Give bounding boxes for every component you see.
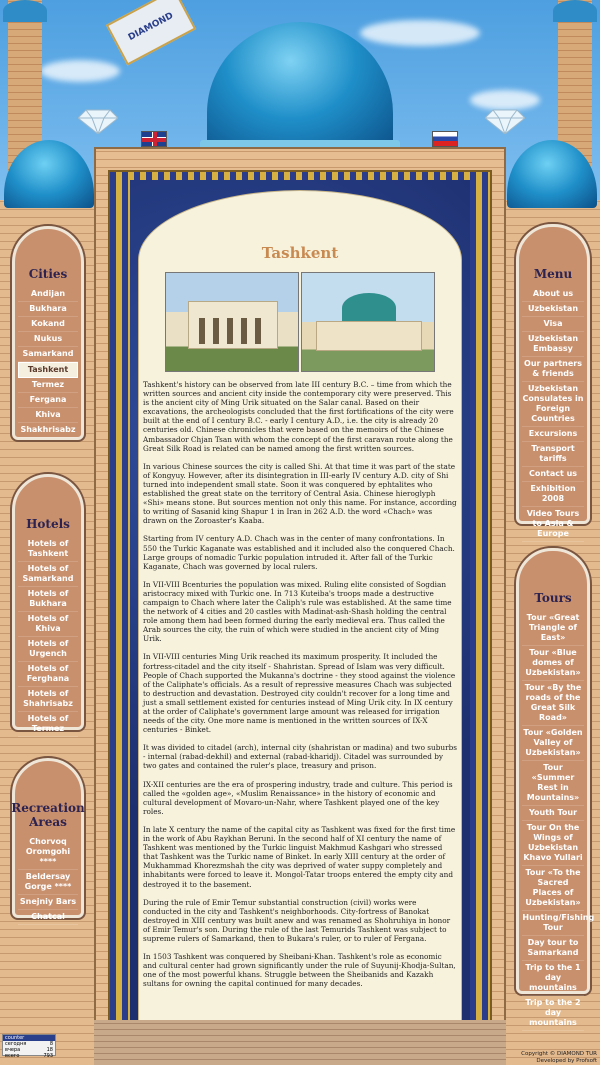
tour-link-tour-by-the-roads-of-the-great-silk-road[interactable]: Tour «By the roads of the Great Silk Road»: [522, 681, 583, 726]
developed-by-link[interactable]: Developed by Profsoft: [536, 1057, 597, 1064]
article-paragraph: Tashkent's history can be observed from late III century B.C. – time from which the written sources and ancient city inside the contemporary city were preserved. This is the ancient city of Ming Urik situated on the Salar canal. Based on their excavations, the archeologists concluded that the first fortifications of the city were built at the end of I century B.C. - early I century A.D., i.e. the city is already 20 centuries old. Chinese chronicles that were based on the memoirs of the Chinese Ambassador Chjan Tsan with whom the concept of the first caravan route along the Great Silk Road is related can be named among the first written sources.: [143, 380, 454, 453]
tashkent-photo-museum: [301, 272, 435, 372]
tour-link-day-tour-to-samarkand[interactable]: Day tour to Samarkand: [522, 936, 583, 961]
menu-link-uzbekistan[interactable]: Uzbekistan: [522, 302, 583, 317]
hotel-link-hotels-of-tashkent[interactable]: Hotels of Tashkent: [18, 537, 77, 562]
counter-label: вчера: [5, 1047, 21, 1053]
menu-list: [519, 287, 587, 542]
menu-link-transport-tariffs[interactable]: Transport tariffs: [522, 442, 583, 467]
cloud-decoration: [360, 20, 480, 46]
city-link-samarkand[interactable]: Samarkand: [18, 347, 77, 362]
page-title: Tashkent: [261, 244, 339, 262]
counter-label: всего: [5, 1053, 20, 1059]
hotels-list: [15, 537, 81, 737]
article-paragraph: In 1503 Tashkent was conquered by Sheibani-Khan. Tashkent's role as economic and cultural center had grown significantly under the rule of Suyunij-Khodja-Sultan, one of the most powerful khans. Struggle between the Sheibanids and Kazakh sultans for owning the capital continued for many decades.: [143, 952, 456, 989]
menu-link-exhibition-2008[interactable]: Exhibition 2008: [522, 482, 583, 507]
hotel-link-hotels-of-urgench[interactable]: Hotels of Urgench: [18, 637, 77, 662]
city-link-bukhara[interactable]: Bukhara: [18, 302, 77, 317]
hotel-link-hotels-of-samarkand[interactable]: Hotels of Samarkand: [18, 562, 77, 587]
article-paragraph: During the rule of Emir Temur substantial construction (civil) works were conducted in the city and Tashkent's neighborhoods. City-fortress of Banokat destroyed in XIII century was built anew and was renamed as Shohruhiya in honor of Emir Temur's son. During the rule of the last Temurids Tashkent was subject to supreme rulers of Samarkand, then to Bukara's ruler, or to ruler of Fergana.: [143, 897, 451, 943]
article-paragraph: In late X century the name of the capital city as Tashkent was fixed for the first time in the work of Abu Raykhan Beruni. In the second half of XI century the name of Tashkent was mentioned by the Turkic linguist Makhmud Kashgari who stressed that Tashkent was the Turkic name of Binket. In early XIII century at the order of Mukhammad Khorezmshah the city was deprived of water suppy completely and inhabitants were forced to leave it. Mongol-Tatar troops entered the empty city and destroyed it to the basement.: [143, 824, 456, 889]
recreation-link-chorvoq-oromgohi[interactable]: Chorvoq Oromgohi ****: [18, 835, 77, 870]
hotel-link-hotels-of-khiva[interactable]: Hotels of Khiva: [18, 612, 77, 637]
tours-title: Tours: [534, 591, 572, 605]
diamond-icon: [485, 108, 525, 134]
city-link-fergana[interactable]: Fergana: [18, 393, 77, 408]
tour-link-tour-to-the-sacred-places-of-uzbekistan[interactable]: Tour «To the Sacred Places of Uzbekistan»: [522, 866, 583, 911]
menu-link-uzbekistan-consulates-in-foreign-countries[interactable]: Uzbekistan Consulates in Foreign Countries: [522, 382, 583, 427]
city-link-shakhrisabz[interactable]: Shakhrisabz: [18, 423, 77, 438]
city-link-khiva[interactable]: Khiva: [18, 408, 77, 423]
city-link-tashkent[interactable]: Tashkent: [18, 362, 77, 378]
cloud-decoration: [470, 90, 540, 110]
counter-row: [3, 1053, 55, 1059]
recreation-panel: [11, 758, 85, 921]
cities-list: [15, 287, 81, 438]
menu-link-about-us[interactable]: About us: [522, 287, 583, 302]
tour-link-youth-tour[interactable]: Youth Tour: [522, 806, 583, 821]
tour-link-trip-to-the-2-day-mountains[interactable]: Trip to the 2 day mountains: [522, 996, 583, 1031]
right-minaret-top: [553, 0, 597, 22]
menu-link-uzbekistan-embassy[interactable]: Uzbekistan Embassy: [522, 332, 583, 357]
counter-value: 18: [46, 1047, 53, 1053]
hotels-panel: [12, 474, 84, 733]
recreation-title: Recreation Areas: [11, 801, 85, 829]
tour-link-hunting-fishing-tour[interactable]: Hunting/Fishing Tour: [522, 911, 583, 936]
menu-link-our-partners-friends[interactable]: Our partners & friends: [522, 357, 583, 382]
article-paragraph: In various Chinese sources the city is called Shi. At that time it was part of the state of Kongyuy. However, after its disintegration in III-early IV century A.D. city of Shi turned into independent small state. Soon it was conquered by ephtalites who established the great state on the territory of Central Asia. Chinese hieroglyph «Shi» means stone. But sources mention not only this name. For instance, according to writing of Sasanid king Shapur 1 in Iran in 262 A.D. the word «Chach» was drawn on the Zoroaster's Kaaba.: [143, 461, 457, 526]
hotel-link-hotels-of-bukhara[interactable]: Hotels of Bukhara: [18, 587, 77, 612]
russian-flag-icon[interactable]: [432, 131, 458, 147]
recreation-list: [15, 835, 81, 925]
tour-link-tour-blue-domes-of-uzbekistan[interactable]: Tour «Blue domes of Uzbekistan»: [522, 646, 583, 681]
city-link-nukus[interactable]: Nukus: [18, 332, 77, 347]
cities-panel: [12, 226, 84, 440]
stairs-decoration: [94, 1020, 506, 1065]
recreation-link-snejniy-bars[interactable]: Snejniy Bars: [18, 895, 77, 910]
menu-title: Menu: [533, 267, 573, 281]
counter-value: 793: [43, 1053, 53, 1059]
recreation-link-chatcal[interactable]: Chatcal: [18, 910, 77, 925]
menu-link-excursions[interactable]: Excursions: [522, 427, 583, 442]
menu-link-video-tours-to-asia-europe[interactable]: Video Tours to Asia & Europe: [522, 507, 583, 542]
counter-value: 8: [49, 1041, 53, 1047]
article-paragraph: It was divided to citadel (arch), internal city (shahristan or madina) and two suburbs - internal (rabad-dekhil) and external (rabad-kharidj). Citadel was surrounded by two gates and contained the ruler's place, treasury and prison.: [143, 743, 458, 771]
article-text: [143, 380, 457, 997]
hotel-link-hotels-of-shahrisabz[interactable]: Hotels of Shahrisabz: [18, 687, 77, 712]
tour-link-tour-on-the-wings-of-uzbekistan-khavo-yullari[interactable]: Tour On the Wings of Uzbekistan Khavo Yullari: [522, 821, 583, 866]
counter-header: counter: [3, 1035, 55, 1041]
logo-text: DIAMOND: [126, 10, 176, 44]
tour-link-tour-golden-valley-of-uzbekistan[interactable]: Tour «Golden Valley of Uzbekistan»: [522, 726, 583, 761]
article-paragraph: In VII-VIII centuries Ming Urik reached its maximum prosperity. It included the fortress-citadel and the city itself - Shahristan. Spread of Islam was very difficult. People of Chach supported the Mukanna's doctrine - they stood against the violence of the Caliphate's officials. As a result of repressive measures Chach was subjected to destruction and devastation. Destroyed city couldn't recover for a long time and just a small settlement existed for centuries instead of Ming Urik city. In IX century at the order of Caliphate's government large amount was released for irrigation needs of the city. One more name is mentioned in the written sources of IX-X centuries - Binket.: [143, 652, 456, 735]
menu-link-visa[interactable]: Visa: [522, 317, 583, 332]
tours-panel: [516, 548, 595, 1027]
hotels-title: Hotels: [26, 517, 70, 531]
diamond-icon: [78, 108, 118, 134]
article-paragraph: IX-XII centuries are the era of prospering industry, trade and culture. This period is called the «golden age», «Muslim Renaissance» in the history of economic and cultural development of Movaro-un-Nahr, where Tashkent played one of the key roles.: [143, 779, 453, 816]
tour-link-trip-to-the-1-day-mountains[interactable]: Trip to the 1 day mountains: [522, 961, 583, 996]
city-link-termez[interactable]: Termez: [18, 378, 77, 393]
hotel-link-hotels-of-termez[interactable]: Hotels of Termez: [18, 712, 77, 737]
counter-label: сегодня: [5, 1041, 27, 1047]
city-link-andijan[interactable]: Andijan: [18, 287, 77, 302]
copyright: [521, 1051, 597, 1064]
city-link-kokand[interactable]: Kokand: [18, 317, 77, 332]
tours-list: [519, 611, 595, 1031]
tour-link-tour-summer-rest-in-mountains[interactable]: Tour «Summer Rest in Mountains»: [522, 761, 583, 806]
english-flag-icon[interactable]: [141, 131, 167, 147]
copyright-text: Copyright © DIAMOND TUR: [521, 1051, 597, 1057]
article-paragraph: Starting from IV century A.D. Chach was in the center of many confrontations. In 550 the Turkic Kaganate was established and it included also the conquered Chach. Large groups of nomadic Turkic population intruded it. After fall of the Turkic Kaganate, Chach was governed by local rulers.: [143, 534, 455, 571]
hotel-link-hotels-of-ferghana[interactable]: Hotels of Ferghana: [18, 662, 77, 687]
cities-title: Cities: [28, 267, 68, 281]
diamond-logo[interactable]: [106, 0, 196, 66]
menu-panel: [516, 224, 590, 538]
recreation-link-beldersay-gorge[interactable]: Beldersay Gorge ****: [18, 870, 77, 895]
menu-link-contact-us[interactable]: Contact us: [522, 467, 583, 482]
left-minaret-top: [3, 0, 47, 22]
article-paragraph: In VII-VIII Bcenturies the population was mixed. Ruling elite consisted of Sogdian aristocracy mixed with Turkic one. In 713 Kuteiba's troops made a destructive campaign to Chach where later the Caliph's rule was established. At the same time the network of 4 cities and 20 castles with Madinat-ash-Shash holding the central role among them had been formed during the early medieval era. Thus called the Arab sources the city, the ruin of which were studied in the ancient city of Ming Urik.: [143, 579, 452, 644]
tashkent-photo-theater: [165, 272, 299, 372]
cloud-decoration: [40, 60, 120, 82]
visitor-counter[interactable]: [2, 1034, 56, 1059]
main-dome: [207, 22, 393, 152]
tour-link-tour-great-triangle-of-east[interactable]: Tour «Great Triangle of East»: [522, 611, 583, 646]
